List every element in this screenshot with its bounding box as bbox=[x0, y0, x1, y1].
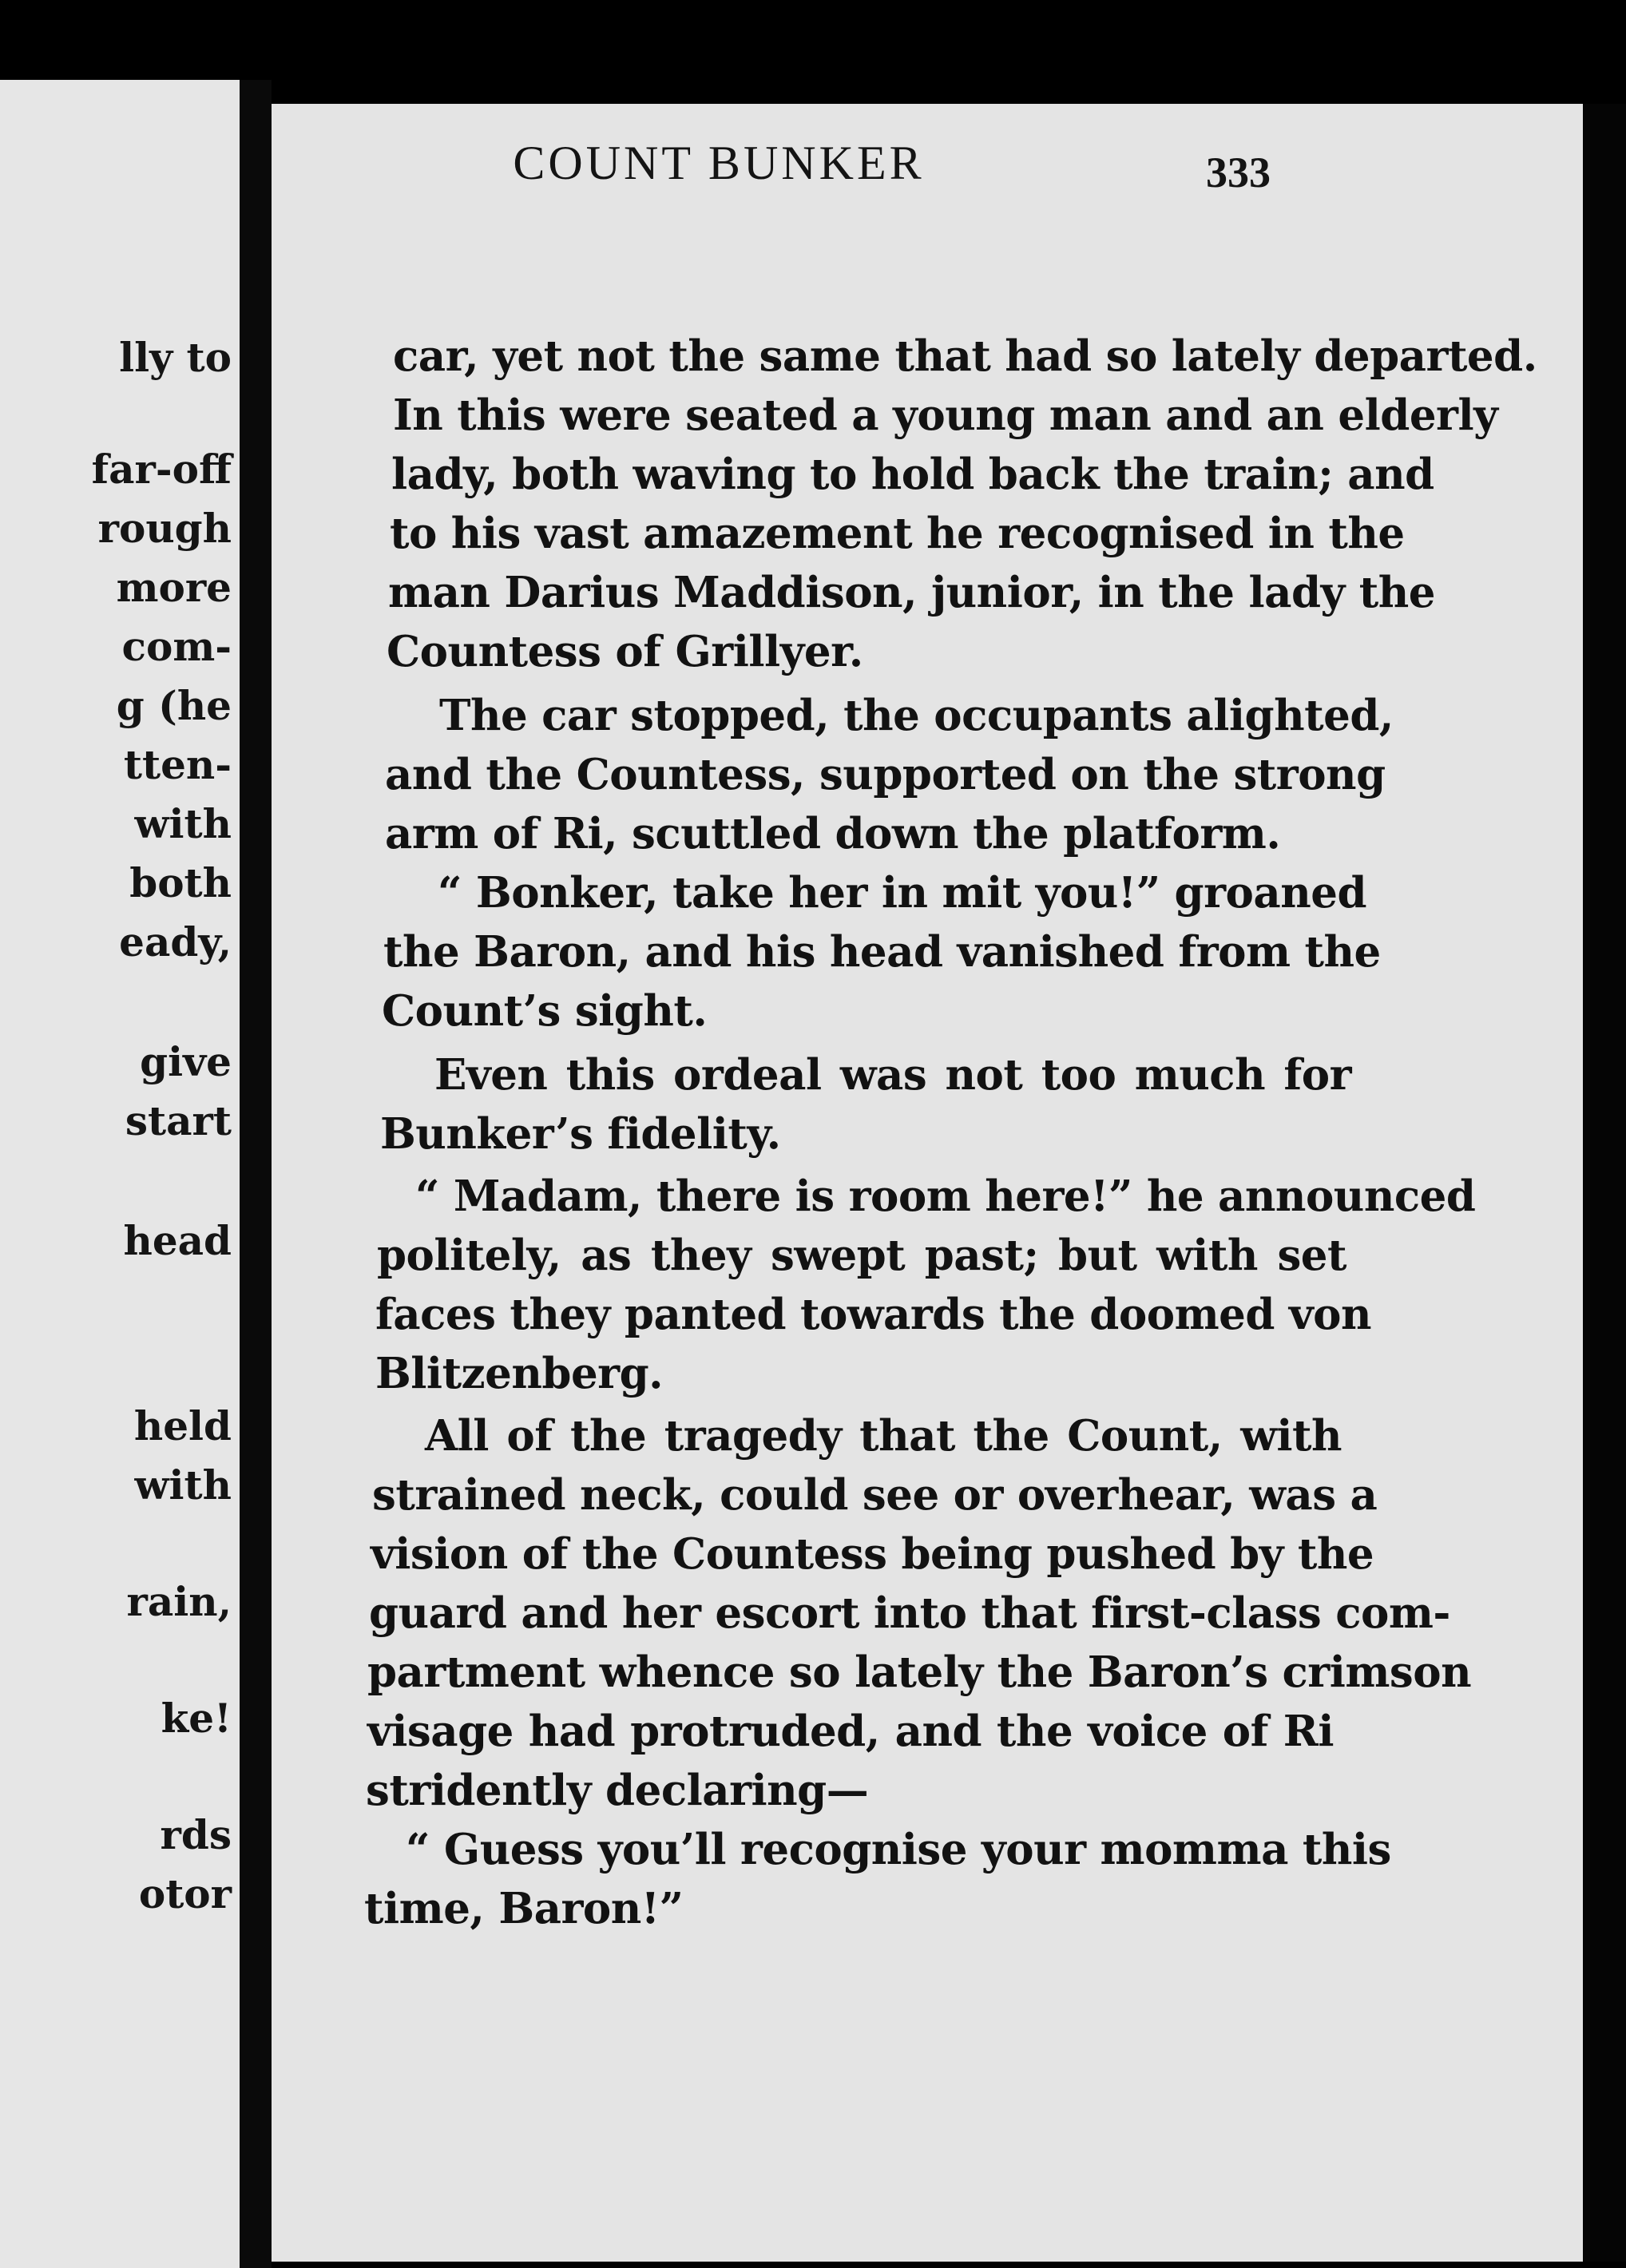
text-line: In this were seated a young man and an elderly bbox=[393, 391, 1498, 440]
text-line: partment whence so lately the Baron’s crimson bbox=[367, 1647, 1472, 1697]
text-line: All of the tragedy that the Count, with bbox=[425, 1411, 1342, 1461]
text-line: vision of the Countess being pushed by the bbox=[371, 1529, 1374, 1579]
text-line: “ Guess you’ll recognise your momma this bbox=[406, 1825, 1391, 1874]
text-line: and the Countess, supported on the strong bbox=[385, 750, 1386, 799]
text-line: the Baron, and his head vanished from the bbox=[383, 927, 1381, 977]
text-line: man Darius Maddison, junior, in the lady the bbox=[388, 568, 1435, 617]
left-page-line: give bbox=[140, 1038, 232, 1085]
page-edge bbox=[1583, 104, 1626, 2262]
text-line: arm of Ri, scuttled down the platform. bbox=[385, 809, 1281, 858]
left-page-line: held bbox=[133, 1402, 232, 1449]
text-line: faces they panted towards the doomed von bbox=[375, 1290, 1372, 1339]
text-line: Bunker’s fidelity. bbox=[380, 1109, 781, 1159]
page-number: 333 bbox=[1206, 149, 1271, 196]
text-line: lady, both waving to hold back the train; and bbox=[391, 450, 1434, 499]
text-line: The car stopped, the occupants alighted, bbox=[439, 691, 1394, 740]
left-page-line: more bbox=[116, 564, 232, 611]
left-page-line: com- bbox=[121, 623, 232, 670]
book-gutter bbox=[240, 80, 272, 2268]
text-line: strained neck, could see or overhear, was a bbox=[372, 1470, 1378, 1520]
running-head: COUNT BUNKER bbox=[513, 137, 925, 189]
left-page-line: g (he bbox=[116, 682, 232, 729]
text-line: “ Madam, there is room here!” he announced bbox=[415, 1172, 1476, 1221]
text-line: Count’s sight. bbox=[382, 986, 708, 1036]
text-line: politely, as they swept past; but with set bbox=[377, 1231, 1346, 1280]
text-line: stridently declaring— bbox=[366, 1766, 869, 1815]
text-line: to his vast amazement he recognised in the bbox=[390, 509, 1405, 558]
left-page-line: ke! bbox=[161, 1695, 232, 1742]
text-line: Blitzenberg. bbox=[375, 1349, 664, 1398]
text-line: “ Bonker, take her in mit you!” groaned bbox=[438, 868, 1367, 918]
left-page-line: otor bbox=[138, 1870, 232, 1917]
left-page-line: with bbox=[134, 800, 232, 847]
text-line: visage had protruded, and the voice of Ri bbox=[367, 1707, 1334, 1756]
left-page-line: far-off bbox=[91, 446, 232, 493]
left-page-line: eady, bbox=[119, 918, 232, 965]
text-line: guard and her escort into that first-class com- bbox=[369, 1588, 1450, 1638]
left-page-line: rds bbox=[160, 1811, 232, 1858]
left-page-line: start bbox=[125, 1097, 232, 1144]
left-page-line: head bbox=[123, 1217, 232, 1264]
left-page bbox=[0, 80, 240, 2268]
left-page-line: tten- bbox=[123, 741, 232, 788]
left-page-line: rain, bbox=[126, 1578, 232, 1625]
left-page-line: lly to bbox=[119, 334, 232, 381]
text-line: time, Baron!” bbox=[364, 1884, 684, 1933]
text-line: Even this ordeal was not too much for bbox=[434, 1050, 1351, 1100]
left-page-line: both bbox=[129, 859, 232, 906]
text-line: Countess of Grillyer. bbox=[387, 627, 863, 676]
left-page-line: rough bbox=[97, 505, 232, 552]
text-line: car, yet not the same that had so lately departed. bbox=[393, 331, 1537, 381]
left-page-line: with bbox=[134, 1461, 232, 1509]
